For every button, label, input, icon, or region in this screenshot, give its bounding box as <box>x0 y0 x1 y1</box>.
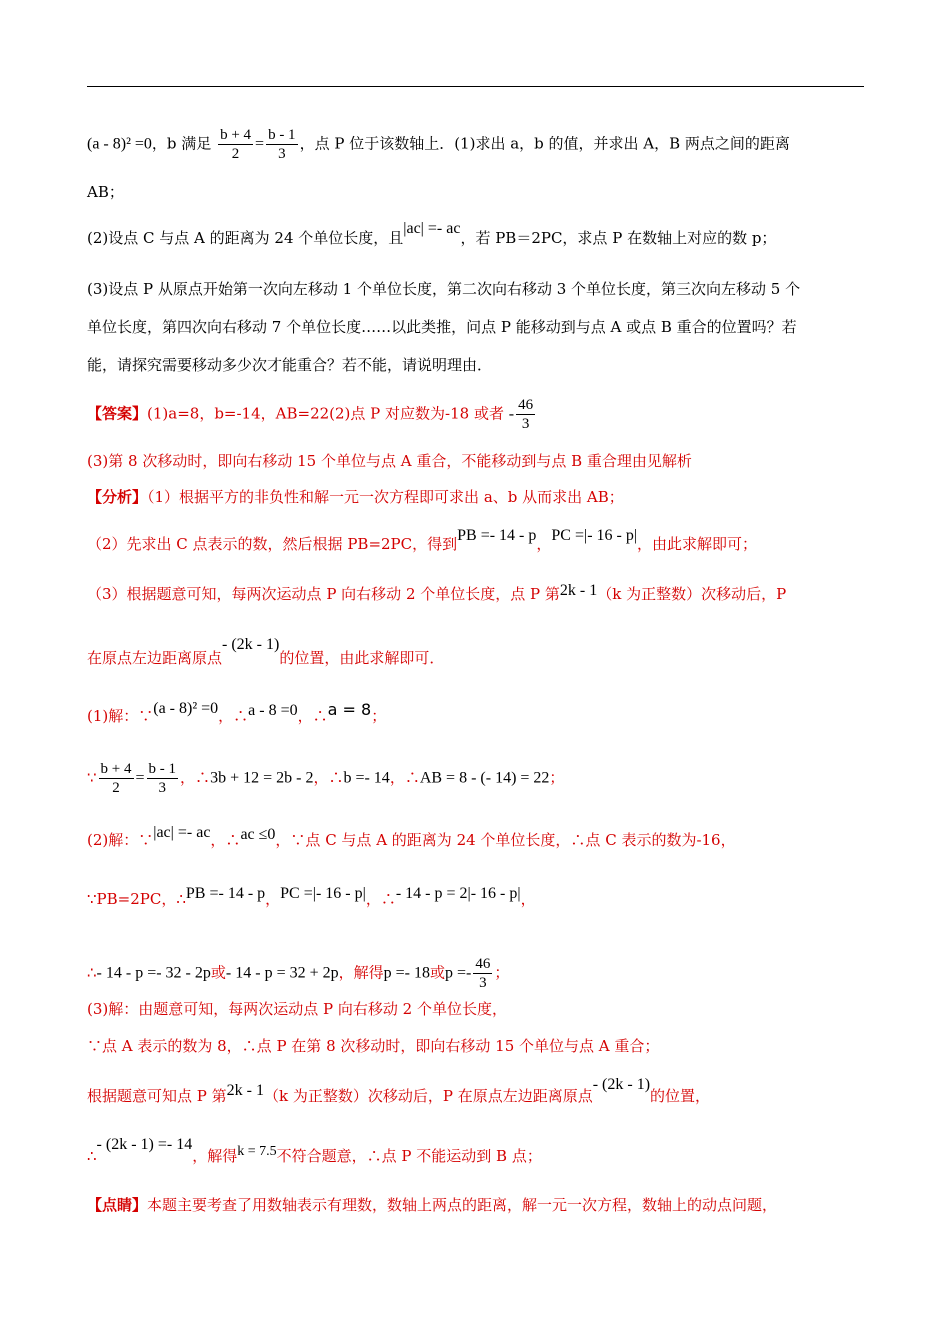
analysis-label: 【分析】 <box>87 488 148 506</box>
problem-line-6: 能，请探究需要移动多少次才能重合？若不能，请说明理由． <box>87 356 493 374</box>
solution-line-9: ∴- (2k - 1) =- 14，解得k = 7.5不符合题意，∴点 P 不能运动到 B 点； <box>87 1136 542 1165</box>
commentary-label: 【点睛】 <box>87 1196 148 1214</box>
math-expr: |ac| =- ac <box>403 220 461 237</box>
solution-line-5: ∴- 14 - p =- 32 - 2p或- 14 - p = 32 + 2p，解得p =- 18或p =- $\frac{46}{3}$ ； <box>87 956 510 991</box>
fraction: $\frac{b - 1}{3}$ <box>148 761 177 796</box>
problem-line-3: (2)设点 C 与点 A 的距离为 24 个单位长度，且|ac| =- ac，若 PB＝2PC，求点 P 在数轴上对应的数 p； <box>87 220 777 247</box>
fraction: $\frac{b + 4}{2}$ <box>100 761 132 796</box>
answer-line-1: 【答案】(1)a=8，b=-14，AB=22(2)点 P 对应数为-18 或者 - $\frac{46}{3}$ <box>87 397 534 432</box>
solution-line-6: (3)解：由题意可知，每两次运动点 P 向右移动 2 个单位长度， <box>87 1000 507 1018</box>
solution-line-2: ∵ $\frac{b + 4}{2}$ = $\frac{b - 1}{3}$ ，∴3b + 12 = 2b - 2，∴b =- 14，∴AB = 8 - (- 14) = 22； <box>87 761 565 796</box>
fraction: $\frac{46}{3}$ <box>518 397 534 432</box>
analysis-line-4: 在原点左边距离原点- (2k - 1)的位置，由此求解即可． <box>87 636 445 667</box>
problem-line-2: AB； <box>87 183 124 201</box>
solution-line-7: ∵点 A 表示的数为 8，∴点 P 在第 8 次移动时，即向右移动 15 个单位与点 A 重合； <box>87 1037 660 1055</box>
fraction: $\frac{46}{3}$ <box>475 956 491 991</box>
answer-label: 【答案】 <box>87 404 148 423</box>
fraction: $\frac{b + 4}{2}$ <box>220 127 252 162</box>
solution-line-3: (2)解：∵|ac| =- ac，∴ac ≤0，∵点 C 与点 A 的距离为 24 个单位长度，∴点 C 表示的数为-16， <box>87 824 736 849</box>
problem-line-4: (3)设点 P 从原点开始第一次向左移动 1 个单位长度，第二次向右移动 3 个单位长度，第三次向左移动 5 个 <box>87 280 801 298</box>
commentary-line: 【点睛】本题主要考查了用数轴表示有理数，数轴上两点的距离，解一元一次方程，数轴上的动点问题， <box>87 1196 778 1214</box>
header-rule <box>87 86 864 87</box>
problem-line-5: 单位长度，第四次向右移动 7 个单位长度……以此类推，问点 P 能移动到与点 A 或点 B 重合的位置吗？若 <box>87 318 797 336</box>
analysis-line-2: （2）先求出 C 点表示的数，然后根据 PB=2PC，得到PB =- 14 - p，PC =|- 16 - p|，由此求解即可； <box>87 527 758 553</box>
analysis-line-3: （3）根据题意可知，每两次运动点 P 向右移动 2 个单位长度，点 P 第2k - 1（k 为正整数）次移动后，P <box>87 582 787 603</box>
problem-line-1: (a - 8)² =0，b 满足 $\frac{b + 4}{2}$ = $\frac{b - 1}{3}$ ，点 P 位于该数轴上．(1)求出 a，b 的值，并求出 A，B 两点之间的距离 <box>87 127 790 162</box>
math-expr: (a - 8)² =0 <box>87 135 152 153</box>
fraction: $\frac{b - 1}{3}$ <box>268 127 296 162</box>
solution-line-1: (1)解：∵(a - 8)² =0，∴a - 8 =0，∴a = 8； <box>87 700 387 725</box>
answer-line-2: (3)第 8 次移动时，即向右移动 15 个单位与点 A 重合，不能移动到与点 B 重合理由见解析 <box>87 452 692 470</box>
analysis-line-1: 【分析】（1）根据平方的非负性和解一元一次方程即可求出 a、b 从而求出 AB； <box>87 488 624 506</box>
solution-line-4: ∵PB=2PC，∴PB =- 14 - p，PC =|- 16 - p|，∴- 14 - p = 2|- 16 - p|， <box>87 885 536 908</box>
solution-line-8: 根据题意可知点 P 第2k - 1（k 为正整数）次移动后，P 在原点左边距离原点- (2k - 1)的位置， <box>87 1076 711 1105</box>
